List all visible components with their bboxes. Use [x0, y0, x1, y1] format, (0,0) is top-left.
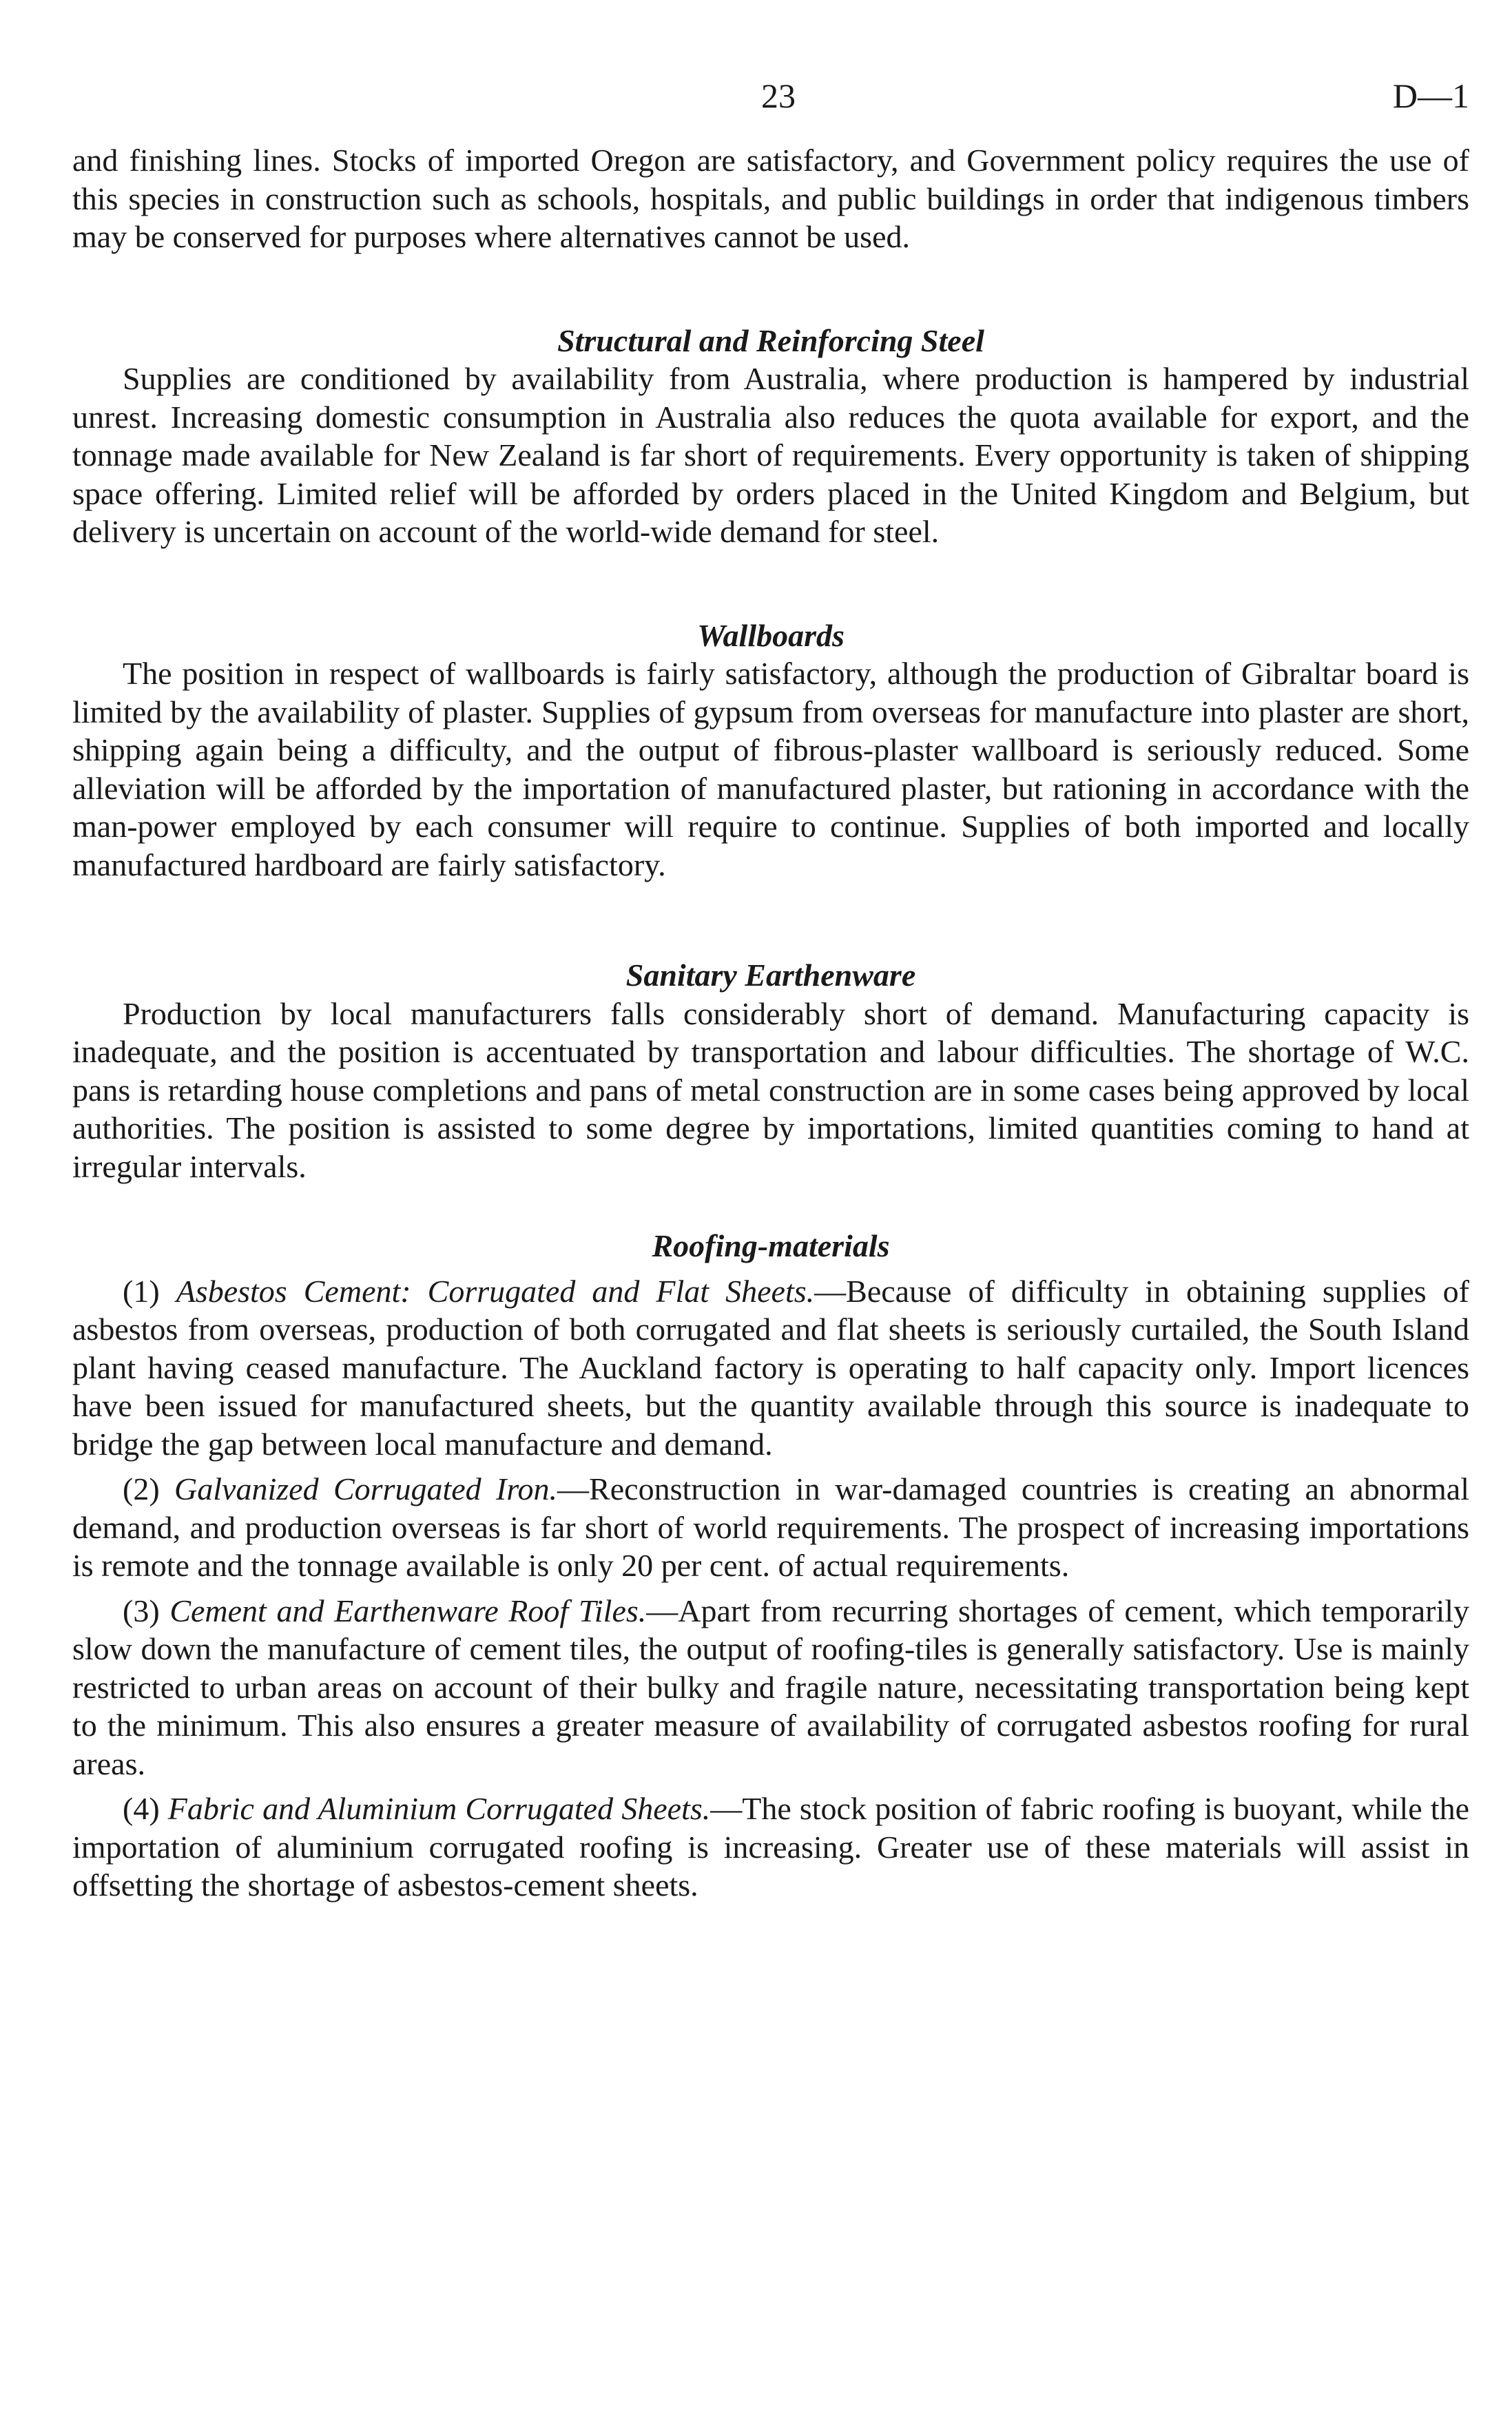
item-number: (4) — [123, 1791, 160, 1826]
item-number: (1) — [123, 1273, 160, 1309]
document-page — [72, 76, 1469, 1905]
item-text: The stock position of fabric roofing is buoyant, while the importation of aluminium corrugated roofing is increasing. Greater use of these materials will assist in offsetting the shortage of asbestos-cement sheets. — [72, 1791, 1469, 1903]
document-code: D—1 — [1392, 76, 1469, 115]
section-heading-roofing: Roofing-materials — [652, 1228, 890, 1263]
roofing-item-tiles — [72, 1592, 1469, 1783]
item-number: (3) — [123, 1593, 160, 1628]
item-dash: — — [646, 1593, 679, 1628]
roofing-item-asbestos — [72, 1272, 1469, 1464]
item-title: Asbestos Cement: Corrugated and Flat Sheets. — [176, 1273, 815, 1309]
intro-paragraph: and finishing lines. Stocks of imported Oregon are satisfactory, and Government policy requires the use of this species in construction such as schools, hospitals, and public buildings in order that indigenous timbers may be conserved for purposes where alternatives cannot be used. — [72, 143, 1469, 254]
item-title: Fabric and Aluminium Corrugated Sheets. — [167, 1791, 711, 1826]
section-paragraph-sanitary: Production by local manufacturers falls considerably short of demand. Manufacturing capacity is inadequate, and the position is accentuated by transportation and labour difficulties. The shortage of W.C. pans is retarding house completions and pans of metal construction are in some cases being approved by local authorities. The position is assisted to some degree by importations, limited quantities coming to hand at irregular intervals. — [72, 995, 1469, 1184]
document-body — [72, 141, 1469, 1905]
section-heading-sanitary: Sanitary Earthenware — [625, 957, 916, 993]
item-dash: — — [814, 1273, 847, 1309]
section-paragraph-steel: Supplies are conditioned by availability from Australia, where production is hampered by industrial unrest. Increasing domestic consumption in Australia also reduces the quota available for export, and the tonnage made available for New Zealand is far short of requirements. Every opportunity is taken of shipping space offering. Limited relief will be afforded by orders placed in the United Kingdom and Belgium, but delivery is uncertain on account of the world-wide demand for steel. — [72, 361, 1469, 549]
section-heading-wallboards: Wallboards — [697, 617, 845, 653]
item-title: Galvanized Corrugated Iron. — [174, 1471, 558, 1506]
roofing-item-fabric — [72, 1790, 1469, 1905]
item-text: Apart from recurring shortages of cement, which temporarily slow down the manufacture of cement tiles, the output of roofing-tiles is generally satisfactory. Use is mainly restricted to urban areas on account of their bulky and fragile nature, necessitating transportation being kept to the minimum. This also ensures a greater measure of availability of corrugated asbestos roofing for rural areas. — [72, 1593, 1470, 1781]
roofing-item-galvanized — [72, 1470, 1469, 1585]
section-paragraph-wallboards: The position in respect of wallboards is fairly satisfactory, although the production of Gibraltar board is limited by the availability of plaster. Supplies of gypsum from overseas for manufacture into plaster are short, shipping again being a difficulty, and the output of fibrous-plaster wallboard is seriously reduced. Some alleviation will be afforded by the importation of manufactured plaster, but rationing in accordance with the man-power employed by each consumer will require to continue. Supplies of both imported and locally manufactured hardboard are fairly satisfactory. — [72, 656, 1469, 882]
item-title: Cement and Earthenware Roof Tiles. — [169, 1593, 647, 1628]
item-dash: — — [557, 1471, 590, 1506]
item-text: Reconstruction in war-damaged countries is creating an abnormal demand, and production overseas is far short of world requirements. The prospect of increasing importations is remote and the tonnage available is only 20 per cent. of actual requirements. — [72, 1471, 1470, 1583]
section-heading-steel: Structural and Reinforcing Steel — [557, 322, 984, 358]
item-dash: — — [710, 1791, 743, 1826]
item-text: Because of difficulty in obtaining supplies of asbestos from overseas, production of both corrugated and flat sheets is seriously curtailed, the South Island plant having ceased manufacture. The Auckland factory is operating to half capacity only. Import licences have been issued for manufactured sheets, but the quantity available through this source is inadequate to bridge the gap between local manufacture and demand. — [72, 1273, 1470, 1462]
page-number: 23 — [761, 76, 796, 115]
page-header — [72, 76, 1469, 141]
item-number: (2) — [123, 1471, 160, 1506]
